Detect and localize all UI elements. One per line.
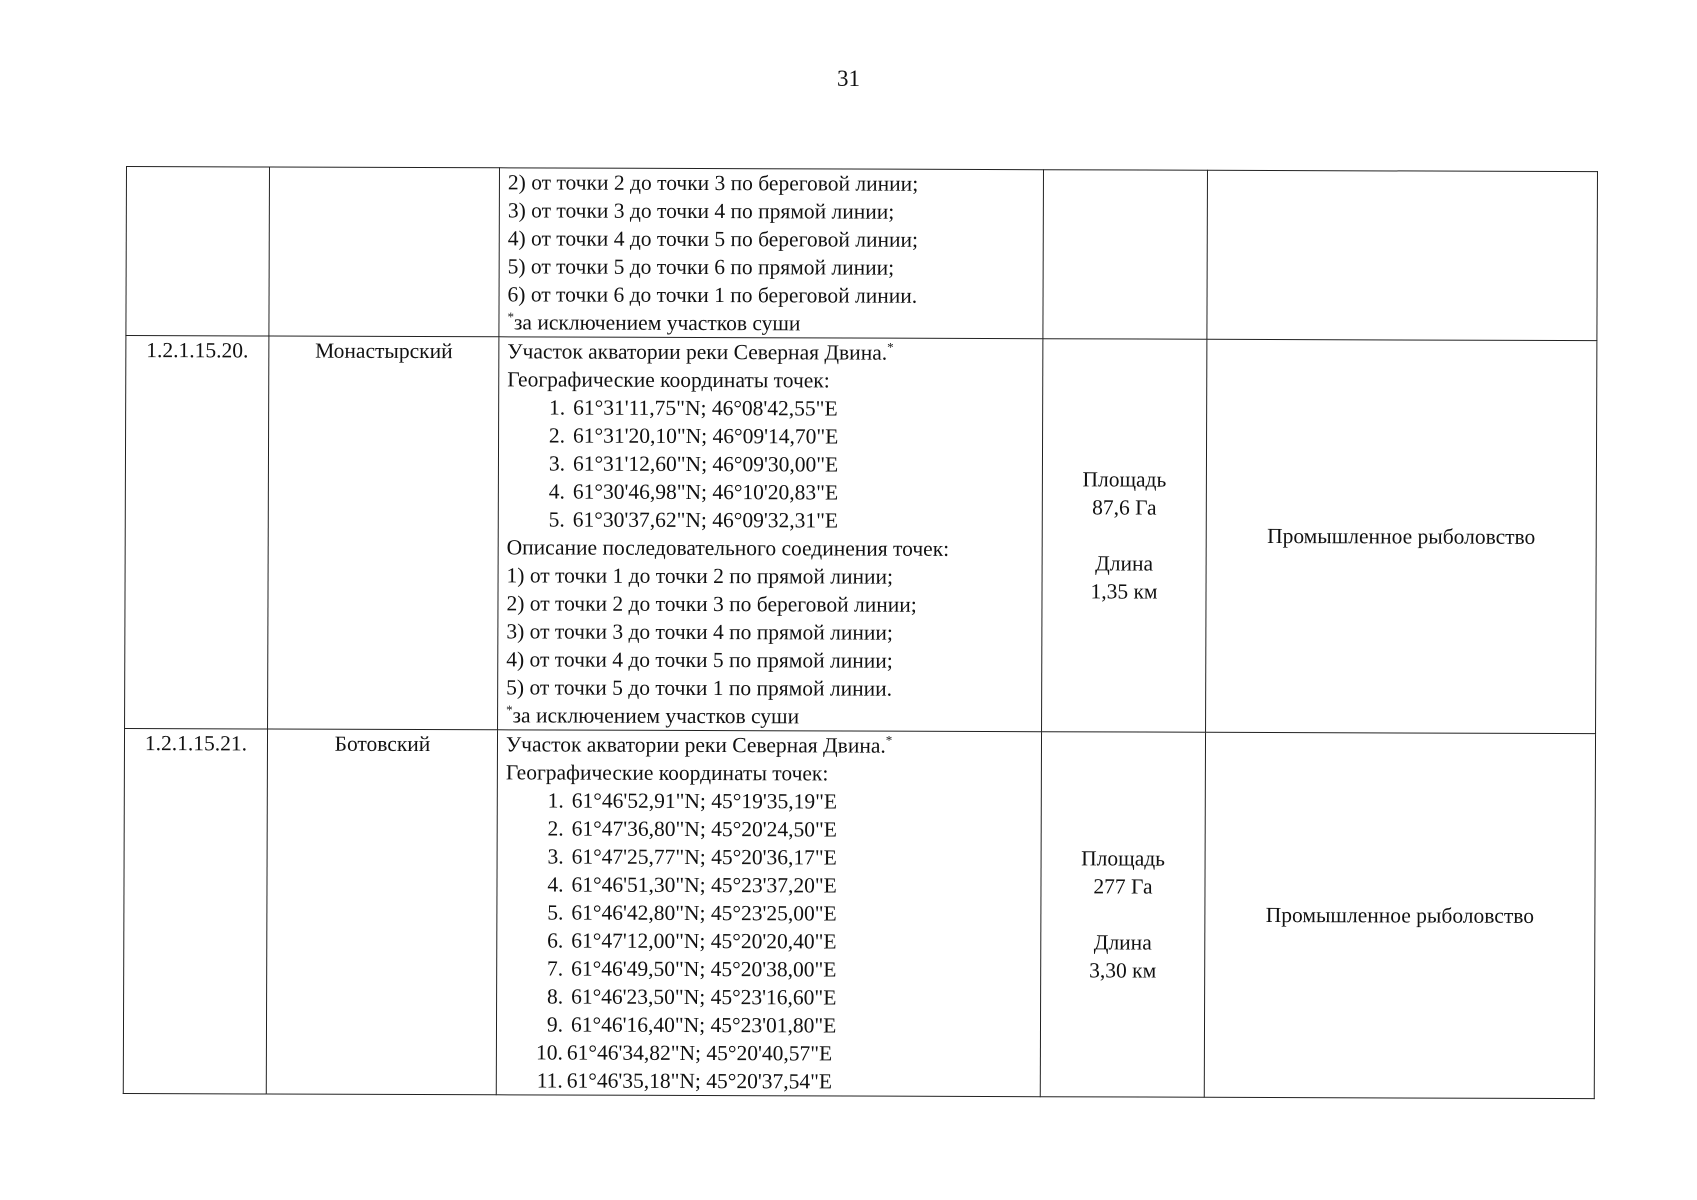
coordinate-item: 2. 61°31'20,10"N; 46°09'14,70"E [548, 423, 839, 449]
page-number: 31 [837, 66, 860, 91]
length-value [1052, 254, 1199, 255]
area-value: 277 Га [1093, 874, 1153, 899]
length-value: 3,30 км [1089, 958, 1157, 983]
length-label: Длина [1095, 551, 1154, 576]
footnote [507, 308, 1034, 338]
length-label [1052, 254, 1199, 255]
coordinate-item: 11. 61°46'35,18"N; 45°20'37,54"E [536, 1068, 833, 1094]
coordinate-item: 2. 61°47'36,80"N; 45°20'24,50"E [547, 816, 837, 842]
coordinates-title: Географические координаты точек: [505, 760, 829, 786]
purpose-cell: Промышленное рыболовство [1206, 339, 1597, 733]
table-row [125, 336, 1597, 734]
connection-title: Описание последовательного соединения точек: [506, 535, 950, 561]
coordinate-item: 5. 61°46'42,80"N; 45°23'25,00"E [547, 900, 837, 926]
section-heading [507, 337, 1034, 367]
section-heading [506, 730, 1033, 760]
area-label [1052, 254, 1199, 255]
coordinate-item: 10. 61°46'34,82"N; 45°20'40,57"E [535, 1040, 833, 1066]
purpose-cell [1207, 170, 1598, 340]
coordinates-title: Географические координаты точек: [507, 367, 830, 393]
connection-line: 3) от точки 3 до точки 4 по прямой линии; [507, 198, 895, 224]
coordinate-item: 8. 61°46'23,50"N; 45°23'16,60"E [546, 984, 837, 1010]
connection-line: 2) от точки 2 до точки 3 по береговой линии; [506, 591, 917, 617]
footnote-mark: * [885, 732, 893, 748]
connection-line: 5) от точки 5 до точки 1 по прямой линии. [506, 675, 893, 701]
area-length-cell [1042, 339, 1207, 733]
site-name-cell: Ботовский [266, 729, 497, 1095]
footnote-mark: * [506, 702, 513, 718]
coordinate-item: 4. 61°30'46,98"N; 46°10'20,83"E [548, 479, 839, 505]
area-length-cell [1040, 732, 1205, 1098]
fishing-areas-table [123, 166, 1598, 1099]
length-label: Длина [1093, 930, 1152, 955]
area-label: Площадь [1082, 467, 1167, 492]
coordinate-item: 9. 61°46'16,40"N; 45°23'01,80"E [546, 1012, 837, 1038]
coordinate-item: 6. 61°47'12,00"N; 45°20'20,40"E [547, 928, 837, 954]
heading-text: Участок акватории реки Северная Двина. [507, 339, 888, 365]
connection-line: 4) от точки 4 до точки 5 по прямой линии; [506, 647, 893, 673]
footnote-text: за исключением участков суши [512, 703, 800, 729]
area-value [1052, 254, 1199, 255]
coordinate-item: 5. 61°30'37,62"N; 46°09'32,31"E [548, 507, 839, 533]
connection-line: 5) от точки 5 до точки 6 по прямой линии; [507, 254, 895, 280]
description-cell [499, 168, 1044, 339]
site-name-cell [269, 167, 500, 337]
row-number-cell [126, 167, 270, 336]
coordinate-item: 4. 61°46'51,30"N; 45°23'37,20"E [547, 872, 837, 898]
row-number-cell: 1.2.1.15.20. [125, 336, 269, 729]
coordinate-item: 1. 61°31'11,75"N; 46°08'42,55"E [548, 395, 838, 421]
connection-line: 3) от точки 3 до точки 4 по прямой линии; [506, 619, 893, 645]
site-name-cell: Монастырский [268, 336, 499, 730]
area-length-cell [1043, 170, 1208, 340]
description-cell [496, 730, 1041, 1097]
length-value: 1,35 км [1090, 579, 1158, 604]
coordinate-item: 7. 61°46'49,50"N; 45°20'38,00"E [547, 956, 837, 982]
area-label: Площадь [1081, 846, 1166, 871]
connection-line: 1) от точки 1 до точки 2 по прямой линии; [506, 563, 894, 589]
table-row [123, 728, 1595, 1098]
footnote-mark: * [507, 309, 515, 325]
row-number-cell: 1.2.1.15.21. [123, 728, 267, 1093]
connection-line: 2) от точки 2 до точки 3 по береговой линии; [507, 170, 919, 196]
purpose-cell: Промышленное рыболовство [1204, 732, 1595, 1098]
coordinate-item: 1. 61°46'52,91"N; 45°19'35,19"E [547, 788, 838, 814]
footnote-mark: * [887, 339, 894, 355]
heading-text: Участок акватории реки Северная Двина. [505, 732, 886, 758]
footnote-text: за исключением участков суши [513, 310, 801, 336]
coordinate-item: 3. 61°47'25,77"N; 45°20'36,17"E [547, 844, 837, 870]
connection-line: 6) от точки 6 до точки 1 по береговой линии. [507, 282, 918, 308]
connection-line: 4) от точки 4 до точки 5 по береговой линии; [507, 226, 919, 252]
footnote [506, 701, 1033, 731]
table-row [126, 167, 1598, 341]
area-value: 87,6 Га [1092, 495, 1157, 520]
coordinate-item: 3. 61°31'12,60"N; 46°09'30,00"E [548, 451, 839, 477]
description-cell [498, 337, 1043, 732]
